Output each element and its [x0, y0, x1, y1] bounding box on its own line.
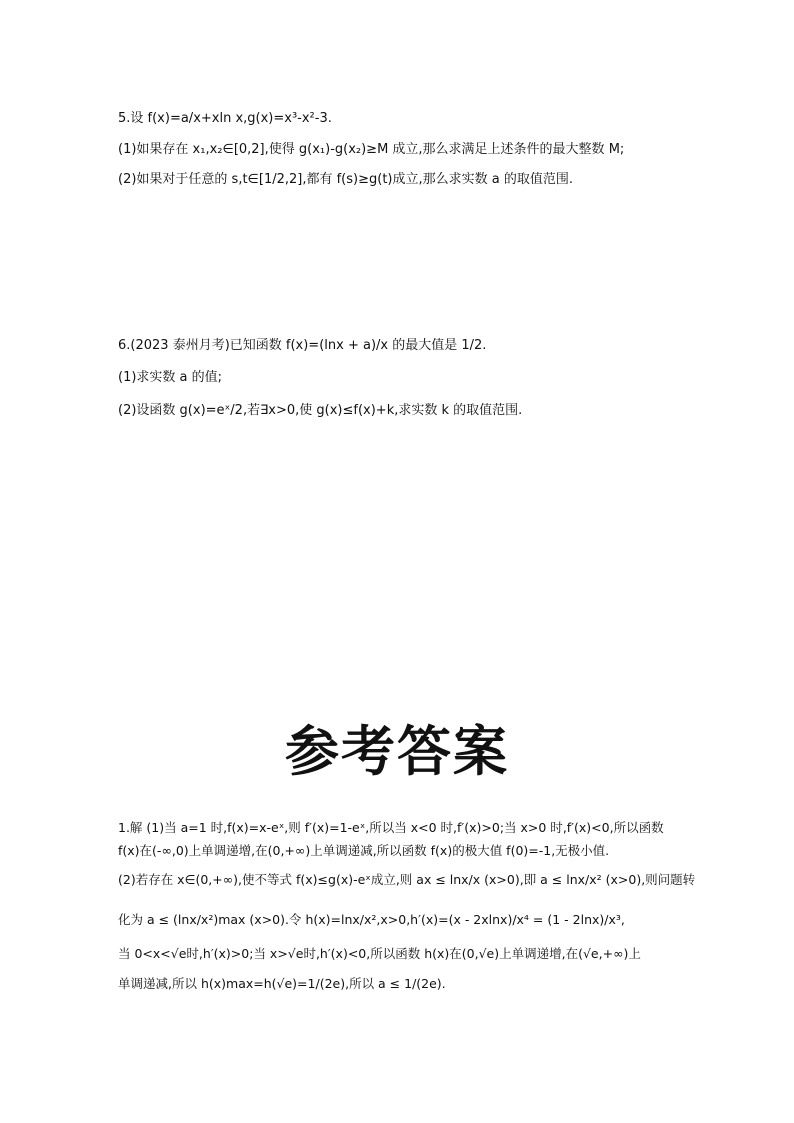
- problem-6-stem: 6.(2023 泰州月考)已知函数 f(x)=(lnx + a)/x 的最大值是 1/2.: [118, 338, 487, 353]
- problem-5-stem: 5.设 f(x)=a/x+xln x,g(x)=x³-x²-3.: [118, 111, 332, 126]
- answer-1-line-1: 1.解 (1)当 a=1 时,f(x)=x-eˣ,则 f′(x)=1-eˣ,所以当 x<0 时,f′(x)>0;当 x>0 时,f′(x)<0,所以函数: [118, 820, 664, 835]
- answer-1-line-6: 单调递减,所以 h(x)max=h(√e)=1/(2e),所以 a ≤ 1/(2e).: [118, 976, 446, 991]
- answer-1-line-3: (2)若存在 x∈(0,+∞),使不等式 f(x)≤g(x)-eˣ成立,则 ax ≤ lnx/x (x>0),即 a ≤ lnx/x² (x>0),则问题转: [118, 872, 696, 887]
- problem-5-part-2: (2)如果对于任意的 s,t∈[1/2,2],都有 f(s)≥g(t)成立,那么求实数 a 的取值范围.: [118, 172, 573, 187]
- problem-6-part-2: (2)设函数 g(x)=eˣ/2,若∃x>0,使 g(x)≤f(x)+k,求实数 k 的取值范围.: [118, 403, 523, 418]
- problem-5-part-1: (1)如果存在 x₁,x₂∈[0,2],使得 g(x₁)-g(x₂)≥M 成立,那么求满足上述条件的最大整数 M;: [118, 142, 625, 157]
- problem-6-part-1: (1)求实数 a 的值;: [118, 370, 223, 385]
- answer-1-line-2: f(x)在(-∞,0)上单调递增,在(0,+∞)上单调递减,所以函数 f(x)的极大值 f(0)=-1,无极小值.: [118, 843, 610, 858]
- answers-title: 参考答案: [285, 720, 509, 783]
- answer-1-line-5: 当 0<x<√e时,h′(x)>0;当 x>√e时,h′(x)<0,所以函数 h(x)在(0,√e)上单调递增,在(√e,+∞)上: [118, 946, 641, 961]
- answer-1-line-4: 化为 a ≤ (lnx/x²)max (x>0).令 h(x)=lnx/x²,x>0,h′(x)=(x - 2xlnx)/x⁴ = (1 - 2lnx)/x³,: [118, 912, 625, 927]
